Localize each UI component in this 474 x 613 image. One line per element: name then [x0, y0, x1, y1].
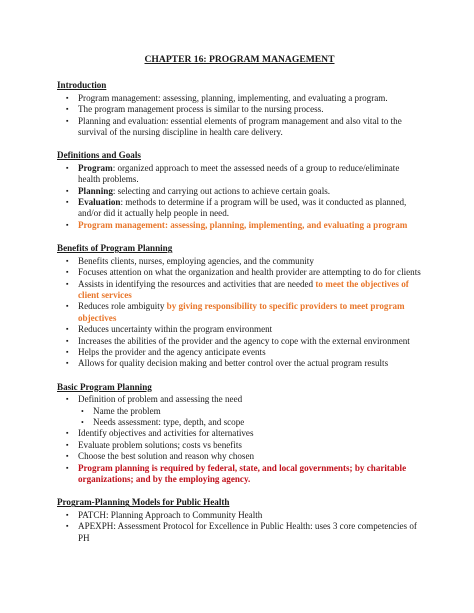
list-item: ▪ PATCH: Planning Approach to Community Health: [66, 509, 263, 520]
square-bullet-icon: ▪: [66, 452, 69, 461]
list-item: ▪ Benefits clients, nurses, employing agencies, and the community: [66, 255, 314, 266]
highlighted-text: Program planning is required by federal, state, and local governments; by charitable organizations; and by the employing agency.: [78, 462, 407, 484]
square-bullet-icon: ▪: [66, 105, 69, 114]
square-bullet-icon: ▪: [66, 522, 69, 531]
list-item: [57, 463, 422, 486]
section-heading: Benefits of Program Planning: [57, 243, 173, 254]
square-bullet-icon: ▪: [66, 395, 69, 404]
sub-list-item: • Name the problem: [81, 405, 161, 416]
list-item: ▪ Reduces role ambiguity by giving responsibility to specific providers to meet program objectives: [66, 301, 405, 323]
section-heading: Program-Planning Models for Public Health: [57, 497, 230, 508]
bullet-list: [57, 163, 422, 231]
section-definitions-goals: [57, 150, 422, 231]
list-item: ▪ Identify objectives and activities for alternatives: [66, 428, 254, 439]
list-item: ▪ Allows for quality decision making and better control over the actual program results: [66, 358, 389, 369]
list-item: ▪ Planning and evaluation: essential elements of program management and also vital to the survival of the nursing discipline in health care delivery.: [66, 115, 402, 138]
definition-term: Evaluation: [78, 197, 121, 208]
bullet-list: [57, 93, 422, 139]
list-item: ▪ The program management process is similar to the nursing process.: [66, 104, 324, 115]
list-item: ▪ Focuses attention on what the organization and health provider are attempting to do for clients: [66, 267, 421, 278]
definition-term: Planning: [78, 185, 113, 196]
list-item: ▪ Program: organized approach to meet the assessed needs of a group to reduce/eliminate health problems.: [66, 162, 400, 185]
square-bullet-icon: ▪: [66, 510, 69, 519]
square-bullet-icon: ▪: [66, 359, 69, 368]
section-basic-planning: [57, 382, 422, 486]
list-item: ▪ Planning: selecting and carrying out actions to achieve certain goals.: [66, 185, 331, 196]
list-item: ▪ Increases the abilities of the provider and the agency to cope with the external environment: [66, 335, 410, 346]
square-bullet-icon: ▪: [66, 116, 69, 125]
section-heading: Definitions and Goals: [57, 150, 141, 161]
list-item: ▪ Evaluation: methods to determine if a program will be used, was it conducted as planned, and/or did it actually help people in need.: [66, 197, 407, 219]
round-bullet-icon: •: [81, 406, 84, 416]
square-bullet-icon: ▪: [66, 336, 69, 345]
square-bullet-icon: ▪: [66, 302, 69, 311]
square-bullet-icon: ▪: [66, 463, 69, 472]
round-bullet-icon: •: [81, 417, 84, 427]
list-item: ▪ Program management: assessing, planning, implementing, and evaluating a program.: [66, 92, 388, 103]
square-bullet-icon: ▪: [66, 268, 69, 277]
highlighted-text: to meet the objectives of client services: [78, 278, 409, 300]
page-title: CHAPTER 16: PROGRAM MANAGEMENT: [144, 54, 335, 65]
highlighted-text: Program management: assessing, planning, implementing, and evaluating a program: [78, 219, 408, 230]
list-item: [57, 220, 422, 231]
square-bullet-icon: ▪: [66, 163, 69, 172]
section-introduction: [57, 80, 422, 138]
definition-term: Program: [78, 162, 113, 173]
square-bullet-icon: ▪: [66, 440, 69, 449]
section-benefits: [57, 243, 422, 369]
square-bullet-icon: ▪: [66, 198, 69, 207]
section-planning-models: [57, 497, 422, 544]
list-item: ▪ APEXPH: Assessment Protocol for Excellence in Public Health: uses 3 core competencies of PH: [66, 521, 417, 543]
list-item: ▪ Definition of problem and assessing the need: [66, 394, 243, 405]
highlighted-text: by giving responsibility to specific providers to meet program objectives: [78, 301, 405, 323]
sub-list-item: • Needs assessment: type, depth, and scope: [81, 416, 245, 427]
square-bullet-icon: ▪: [66, 220, 69, 229]
section-heading: Basic Program Planning: [57, 381, 152, 392]
section-heading: Introduction: [57, 80, 107, 91]
square-bullet-icon: ▪: [66, 186, 69, 195]
list-item: ▪ Assists in identifying the resources and activities that are needed to meet the objectives of client services: [66, 278, 409, 300]
bullet-list: [57, 394, 422, 485]
list-item: ▪ Evaluate problem solutions; costs vs benefits: [66, 439, 242, 450]
square-bullet-icon: ▪: [66, 347, 69, 356]
square-bullet-icon: ▪: [66, 93, 69, 102]
square-bullet-icon: ▪: [66, 429, 69, 438]
list-item: ▪ Reduces uncertainty within the program environment: [66, 324, 273, 335]
square-bullet-icon: ▪: [66, 325, 69, 334]
list-item: ▪ Helps the provider and the agency anticipate events: [66, 346, 266, 357]
bullet-list: [57, 256, 422, 370]
bullet-list: [57, 510, 422, 544]
square-bullet-icon: ▪: [66, 256, 69, 265]
square-bullet-icon: ▪: [66, 279, 69, 288]
list-item: ▪ Choose the best solution and reason why chosen: [66, 451, 255, 462]
